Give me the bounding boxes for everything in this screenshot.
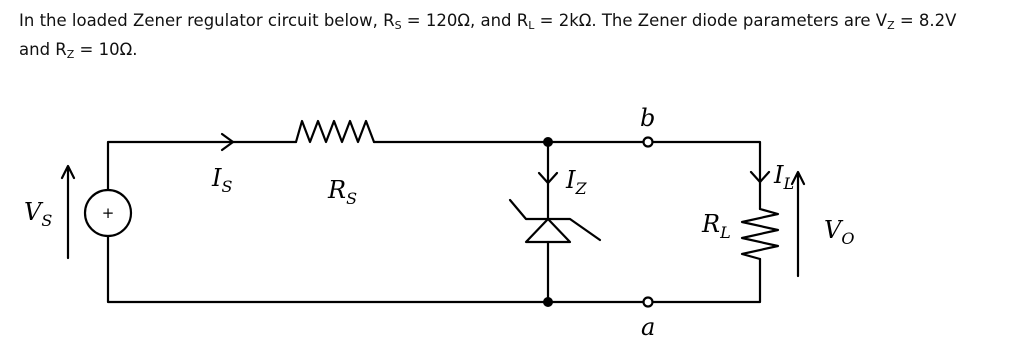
label-vo: $V_O$ <box>824 216 855 248</box>
subscript-rs: S <box>394 19 402 32</box>
label-rs: $R_S$ <box>328 176 358 208</box>
right-wire-bottom <box>654 259 760 302</box>
text-segment: = 2kΩ. The Zener diode parameters are V <box>534 11 888 30</box>
vs-arrow-icon <box>62 166 74 258</box>
text-segment: = 120Ω, and R <box>401 11 529 30</box>
terminal-a <box>644 298 653 307</box>
junction-dot-bottom <box>543 297 553 307</box>
bottom-wire <box>108 236 643 302</box>
top-wire-load <box>654 142 760 209</box>
top-wire-left <box>108 142 296 190</box>
text-segment: = 10Ω. <box>74 40 138 59</box>
junction-dot-top <box>543 137 553 147</box>
label-iz: $I_Z$ <box>566 166 587 198</box>
resistor-rl <box>742 209 778 259</box>
label-il: $I_L$ <box>774 161 795 193</box>
resistor-rs <box>296 121 374 142</box>
subscript-rz: Z <box>66 48 75 61</box>
source-plus-sign: + <box>101 204 115 222</box>
text-segment: In the loaded Zener regulator circuit below, R <box>19 11 395 30</box>
label-vs: $V_S$ <box>24 198 53 230</box>
text-segment: = 8.2V <box>894 11 957 30</box>
label-is: $I_S$ <box>212 164 233 196</box>
subscript-vz: Z <box>887 19 895 32</box>
label-node-b: b <box>640 104 656 132</box>
subscript-rl: L <box>528 19 535 32</box>
text-segment: and R <box>19 40 67 59</box>
label-node-a: a <box>641 313 656 341</box>
terminal-b <box>644 138 653 147</box>
label-rl: $R_L$ <box>702 210 731 242</box>
zener-bar <box>510 200 600 240</box>
zener-diode-icon <box>526 219 570 242</box>
